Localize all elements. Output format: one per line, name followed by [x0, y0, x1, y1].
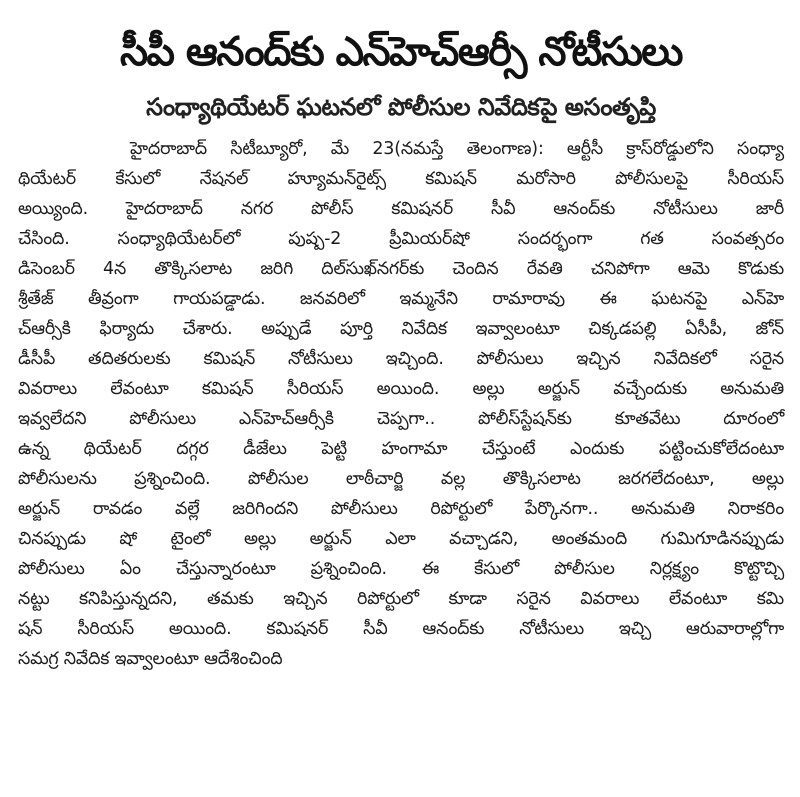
article-body-line: అర్జున్ రావడం వల్లే జరిగిందని పోలీసులు రిపోర్టులో పేర్కొనగా.. అనుమతి నిరాకరిం [18, 499, 784, 519]
article-body-line: హైదరాబాద్ సిటీబ్యూరో, మే 23(నమస్తే తెలంగాణ): ఆర్టీసీ క్రాస్‌రోడ్డులోని సంధ్యా [130, 139, 784, 159]
article-body-line: డీసీపీ తదితరులకు కమిషన్ నోటీసులు ఇచ్చింది. పోలీసులు ఇచ్చిన నివేదికలో సరైన [18, 349, 784, 369]
article-body-line: నట్టు కనిపిస్తున్నదని, తమకు ఇచ్చిన రిపోర్టులో కూడా సరైన వివరాలు లేవంటూ కమి [18, 589, 784, 609]
article-body [18, 134, 784, 674]
article-body-line: ఇవ్వలేదని పోలీసులు ఎన్‌హెచ్‌ఆర్సీకి చెప్పగా.. పోలీస్‌స్టేషన్‌కు కూతవేటు దూరంలో [18, 409, 784, 429]
article-body-line: అయ్యింది. హైదరాబాద్ నగర పోలీస్ కమిషనర్ సీవీ ఆనంద్‌కు నోటీసులు జారీ [18, 199, 784, 219]
article-body-line: డిసెంబర్ 4న తొక్కిసలాట జరిగి దిల్‌సుఖ్‌నగర్‌కు చెందిన రేవతి చనిపోగా ఆమె కొడుకు [18, 259, 784, 279]
article-body-line: చేసింది. సంధ్యాథియేటర్‌లో పుష్ప-2 ప్రీమియర్‌షో సందర్భంగా గత సంవత్సరం [18, 229, 784, 249]
article-body-line: శ్రీతేజ్ తీవ్రంగా గాయపడ్డాడు. జనవరిలో ఇమ్మనేని రామారావు ఈ ఘటనపై ఎన్‌హె [18, 289, 784, 309]
article-body-line: చినప్పుడు షో టైంలో అల్లు అర్జున్ ఎలా వచ్చాడని, అంతమంది గుమిగూడినప్పుడు [18, 529, 784, 549]
article-body-line: థియేటర్ కేసులో నేషనల్ హ్యూమన్‌రైట్స్ కమిషన్ మరోసారి పోలీసులపై సీరియస్ [18, 169, 784, 189]
article-body-line: షన్ సీరియస్ అయింది. కమిషనర్ సీవీ ఆనంద్‌కు నోటీసులు ఇచ్చి ఆరువారాల్లోగా [18, 619, 784, 639]
subheadline: సంధ్యాథియేటర్ ఘటనలో పోలీసుల నివేదికపై అసంతృప్తి [146, 93, 656, 121]
article-body-line: పోలీసులను ప్రశ్నించింది. పోలీసుల లాఠీచార్జి వల్ల తొక్కిసలాట జరగలేదంటూ, అల్లు [18, 469, 784, 489]
article-body-line: ఉన్న థియేటర్ దగ్గర డీజేలు పెట్టి హంగామా చేస్తుంటే ఎందుకు పట్టించుకోలేదంటూ [18, 439, 784, 459]
article-body-line: చ్‌ఆర్సీకి ఫిర్యాదు చేశారు. అప్పుడే పూర్తి నివేదిక ఇవ్వాలంటూ చిక్కడపల్లి ఏసీపీ, జోన్ [18, 319, 784, 339]
headline: సీపీ ఆనంద్‌కు ఎన్‌హెచ్‌ఆర్సీ నోటీసులు [119, 29, 683, 75]
article-body-line: సమగ్ర నివేదిక ఇవ్వాలంటూ ఆదేశించింది [18, 649, 283, 669]
article-body-line: పోలీసులు ఏం చేస్తున్నారంటూ ప్రశ్నించింది. ఈ కేసులో పోలీసుల నిర్లక్ష్యం కొట్టొచ్చి [18, 559, 784, 579]
article-body-line: వివరాలు లేవంటూ కమిషన్ సీరియస్ అయింది. అల్లు అర్జున్ వచ్చేందుకు అనుమతి [18, 379, 784, 399]
